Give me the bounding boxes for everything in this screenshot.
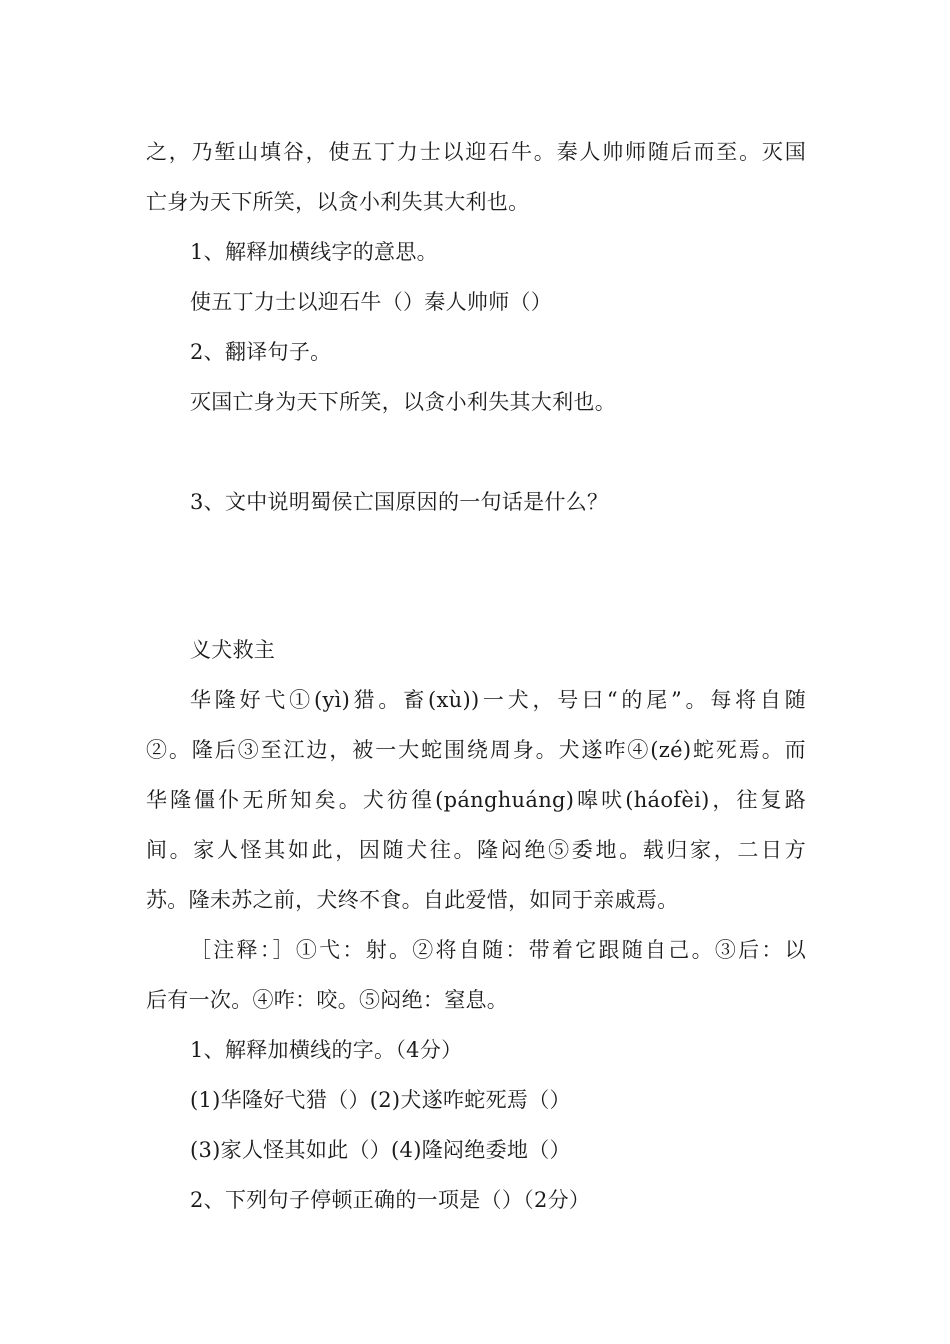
paragraph-line: ②。隆后③至江边，被一大蛇围绕周身。犬遂咋④(zé)蛇死焉。而: [146, 738, 806, 762]
paragraph-line: 亡身为天下所笑，以贪小利失其大利也。: [146, 190, 530, 214]
paragraph-line: 华隆好弋①(yì)猎。畜(xù))一犬，号曰“的尾”。每将自随: [190, 688, 806, 712]
section-title: 义犬救主: [190, 638, 276, 662]
question-line: (3)家人怪其如此（）(4)隆闷绝委地（）: [190, 1138, 571, 1162]
question-heading: 1、解释加横线字的意思。: [190, 240, 438, 264]
paragraph-line: 之，乃堑山填谷，使五丁力士以迎石牛。秦人帅师随后而至。灭国: [146, 140, 806, 164]
question-heading: 1、解释加横线的字。（4分）: [190, 1038, 463, 1062]
annotation-line: 后有一次。④咋：咬。⑤闷绝：窒息。: [146, 988, 509, 1012]
question-heading: 2、翻译句子。: [190, 340, 332, 364]
paragraph-line: 苏。隆未苏之前，犬终不食。自此爱惜，如同于亲戚焉。: [146, 888, 679, 912]
question-line: 灭国亡身为天下所笑，以贪小利失其大利也。: [190, 390, 616, 414]
question-line: 使五丁力士以迎石牛（）秦人帅师（）: [190, 290, 553, 314]
question-heading: 2、下列句子停顿正确的一项是（）（2分）: [190, 1188, 591, 1212]
question-line: (1)华隆好弋猎（）(2)犬遂咋蛇死焉（）: [190, 1088, 571, 1112]
paragraph-line: 华隆僵仆无所知矣。犬彷徨(pánghuáng)嗥吠(háofèi)，往复路: [146, 788, 806, 812]
paragraph-line: 间。家人怪其如此，因随犬往。隆闷绝⑤委地。载归家，二日方: [146, 838, 806, 862]
question-heading: 3、文中说明蜀侯亡国原因的一句话是什么？: [190, 490, 609, 514]
annotation-line: ［注释：］①弋：射。②将自随：带着它跟随自己。③后：以: [190, 938, 806, 962]
